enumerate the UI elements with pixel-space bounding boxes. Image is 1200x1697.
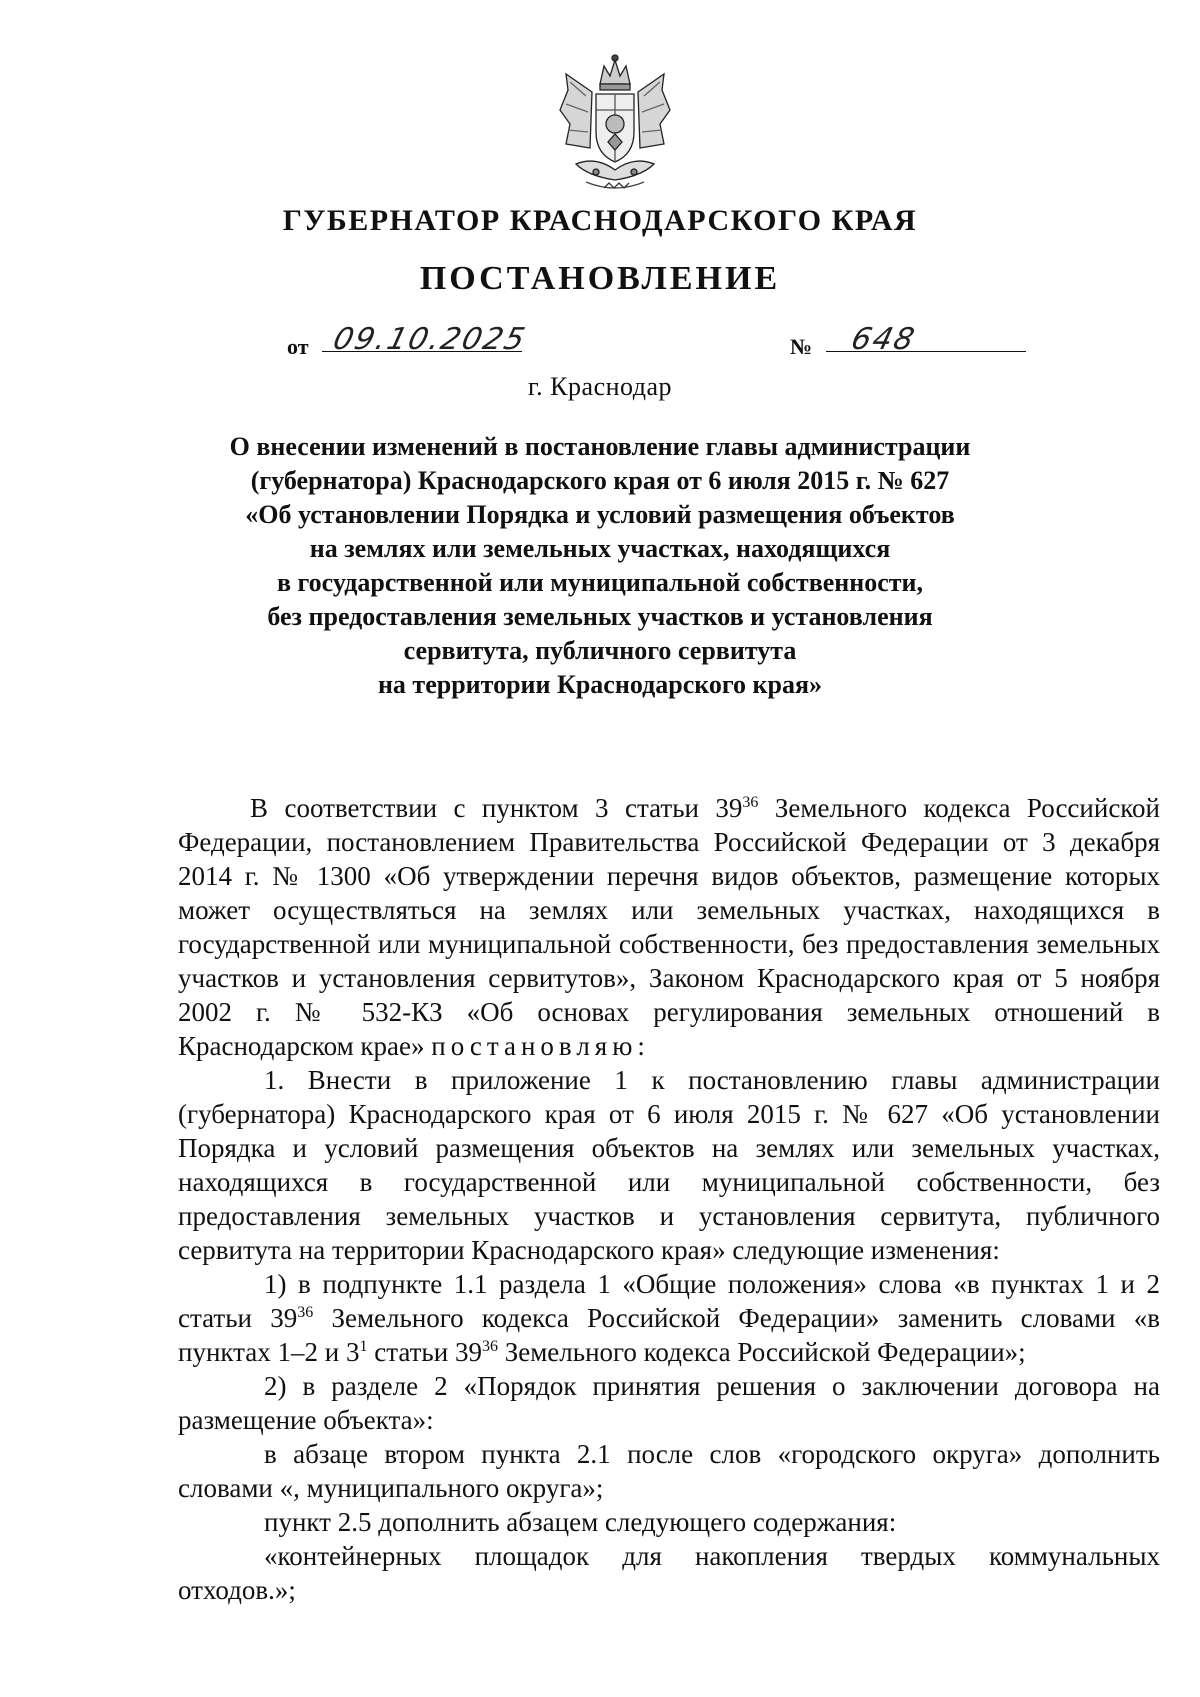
subitem-text: статьи 39 bbox=[367, 1337, 482, 1367]
issuing-authority: ГУБЕРНАТОР КРАСНОДАРСКОГО КРАЯ bbox=[282, 204, 918, 237]
quoted-addition-end: отходов.»; bbox=[178, 1575, 296, 1605]
word: «контейнерных bbox=[264, 1541, 442, 1571]
subitem-1-paragraph bbox=[178, 1267, 1160, 1369]
title-line: на землях или земельных участках, находящихся bbox=[309, 534, 891, 563]
city-label: г. Краснодар bbox=[527, 372, 673, 401]
title-line: «Об установлении Порядка и условий размещения объектов bbox=[245, 500, 955, 529]
date-prefix: от bbox=[287, 334, 309, 359]
paragraph-2-1-change: в абзаце втором пункта 2.1 после слов «городского округа» дополнить словами «, муниципального округа»; bbox=[178, 1439, 1160, 1503]
subitem-text: Земельного кодекса Российской Федерации» заменить словами «в пунктах 1–2 и 3 bbox=[178, 1303, 1161, 1367]
number-prefix: № bbox=[790, 334, 813, 359]
subitem-text: 1) в подпункте 1.1 раздела 1 «Общие положения» слова «в пунктах 1 и 2 статьи 39 bbox=[178, 1269, 1160, 1333]
document-body bbox=[178, 791, 1160, 1607]
preamble-text: Земельного кодекса Российской Федерации, постановлением Правительства Российской Федерации от 3 декабря 2014 г. № 1300 «Об утверждении перечня видов объектов, размещение которых может осуществляться на землях или земельных участках, находящихся в государственной или муниципальной собственности, без предоставления земельных участков и установления сервитутов», Законом Краснодарского края от 5 ноября 2002 г. № 532-КЗ «Об основах регулирования земельных отношений в Краснодарском крае» bbox=[178, 793, 1160, 1061]
word: твердых bbox=[861, 1541, 956, 1571]
coat-of-arms-icon bbox=[556, 52, 674, 197]
paragraph-2-5-change: пункт 2.5 дополнить абзацем следующего содержания: bbox=[264, 1507, 897, 1537]
decree-word: постановляю: bbox=[431, 1031, 650, 1061]
superscript: 36 bbox=[481, 1338, 498, 1355]
title-line: на территории Краснодарского края» bbox=[377, 670, 823, 699]
word: площадок bbox=[474, 1541, 590, 1571]
handwritten-number: 648 bbox=[847, 322, 920, 357]
document-title bbox=[150, 430, 1050, 702]
title-line: в государственной или муниципальной собственности, bbox=[276, 568, 924, 597]
word: коммунальных bbox=[989, 1541, 1160, 1571]
title-line: О внесении изменений в постановление главы администрации bbox=[229, 432, 971, 461]
superscript: 36 bbox=[297, 1304, 314, 1321]
subitem-2-paragraph: 2) в разделе 2 «Порядок принятия решения о заключении договора на размещение объекта»: bbox=[178, 1371, 1160, 1435]
item-1-paragraph: 1. Внести в приложение 1 к постановлению главы администрации (губернатора) Краснодарского края от 6 июля 2015 г. № 627 «Об установлении Порядка и условий размещения объектов на землях или земельных участках, находящихся в государственной или муниципальной собственности, без предоставления земельных участков и установления сервитута, публичного сервитута на территории Краснодарского края» следующие изменения: bbox=[178, 1065, 1160, 1265]
handwritten-date: 09.10.2025 bbox=[329, 322, 531, 357]
title-line: без предоставления земельных участков и установления bbox=[267, 602, 933, 631]
subitem-text: Земельного кодекса Российской Федерации»; bbox=[497, 1337, 1026, 1367]
title-line: (губернатора) Краснодарского края от 6 июля 2015 г. № 627 bbox=[250, 466, 950, 495]
preamble-paragraph bbox=[178, 791, 1160, 1063]
document-type: ПОСТАНОВЛЕНИЕ bbox=[419, 260, 781, 297]
word: накопления bbox=[694, 1541, 828, 1571]
preamble-text: В соответствии с пунктом 3 статьи 39 bbox=[250, 793, 743, 823]
quoted-addition-line bbox=[178, 1539, 1160, 1573]
superscript: 36 bbox=[742, 794, 759, 811]
title-line: сервитута, публичного сервитута bbox=[403, 636, 797, 665]
word: для bbox=[622, 1541, 662, 1571]
superscript: 1 bbox=[359, 1338, 368, 1355]
